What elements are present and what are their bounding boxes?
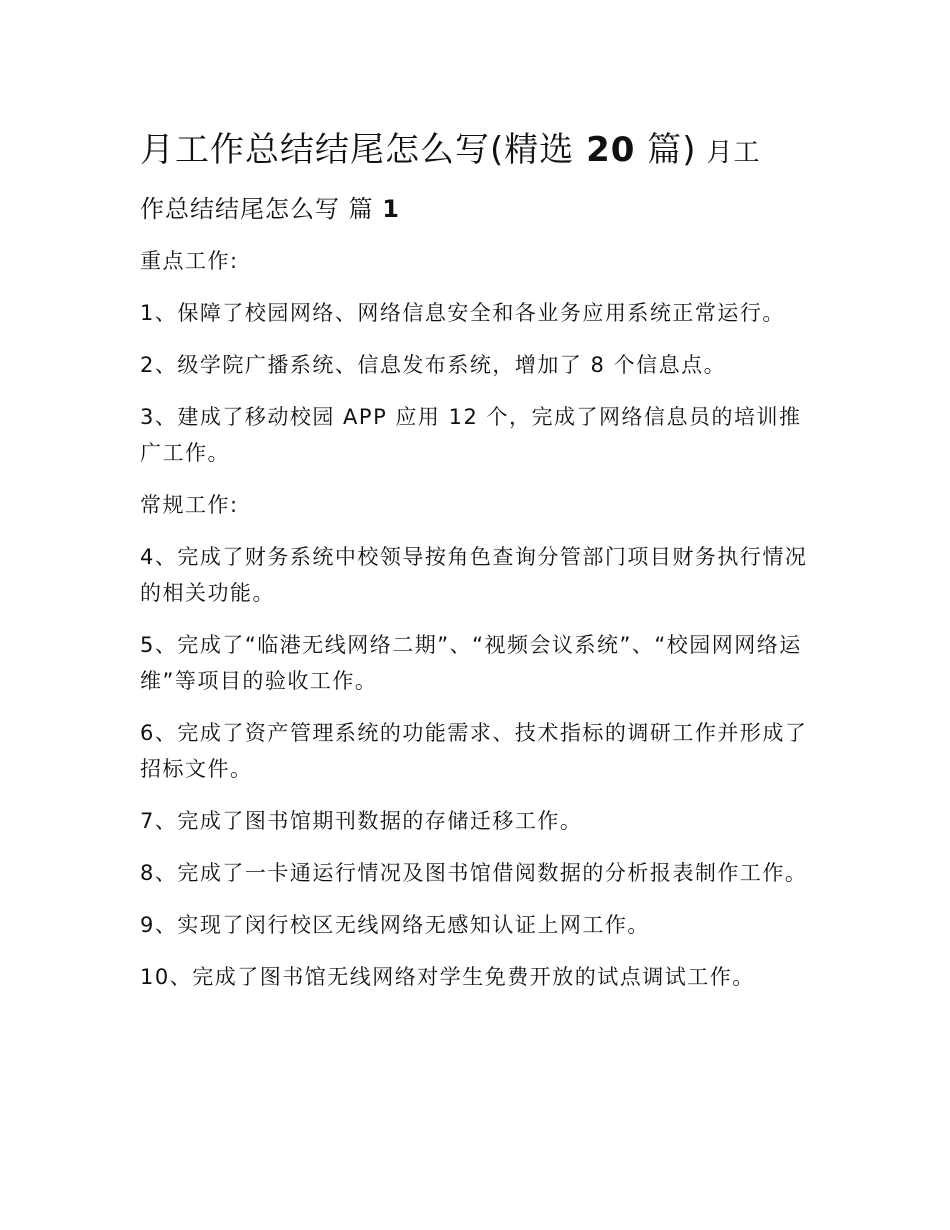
section-label-key-work: 重点工作: bbox=[140, 249, 239, 273]
document-title bbox=[140, 124, 808, 176]
list-item: 4、完成了财务系统中校领导按角色查询分管部门项目财务执行情况的相关功能。 bbox=[140, 545, 808, 605]
section-label-routine-work: 常规工作: bbox=[140, 493, 239, 517]
list-item: 7、完成了图书馆期刊数据的存储迁移工作。 bbox=[140, 809, 583, 833]
document-body bbox=[140, 124, 808, 995]
list-item: 2、级学院广播系统、信息发布系统，增加了 8 个信息点。 bbox=[140, 353, 727, 377]
list-item: 3、建成了移动校园 APP 应用 12 个，完成了网络信息员的培训推广工作。 bbox=[140, 405, 802, 465]
subtitle-text: 作总结结尾怎么写 篇 bbox=[140, 195, 374, 223]
title-main: 月工作总结结尾怎么写(精选 20 篇) bbox=[140, 130, 697, 170]
list-item: 1、保障了校园网络、网络信息安全和各业务应用系统正常运行。 bbox=[140, 301, 785, 325]
list-item: 5、完成了“临港无线网络二期”、“视频会议系统”、“校园网网络运维”等项目的验收工作。 bbox=[140, 633, 802, 693]
list-item: 6、完成了资产管理系统的功能需求、技术指标的调研工作并形成了招标文件。 bbox=[140, 721, 808, 781]
title-count: 20 bbox=[586, 130, 636, 170]
list-item: 9、实现了闵行校区无线网络无感知认证上网工作。 bbox=[140, 913, 650, 937]
title-continuation: 月工 bbox=[706, 138, 761, 168]
document-subtitle bbox=[140, 191, 808, 227]
list-item: 8、完成了一卡通运行情况及图书馆借阅数据的分析报表制作工作。 bbox=[140, 861, 808, 885]
list-item: 10、完成了图书馆无线网络对学生免费开放的试点调试工作。 bbox=[140, 965, 755, 989]
subtitle-number: 1 bbox=[382, 195, 400, 223]
